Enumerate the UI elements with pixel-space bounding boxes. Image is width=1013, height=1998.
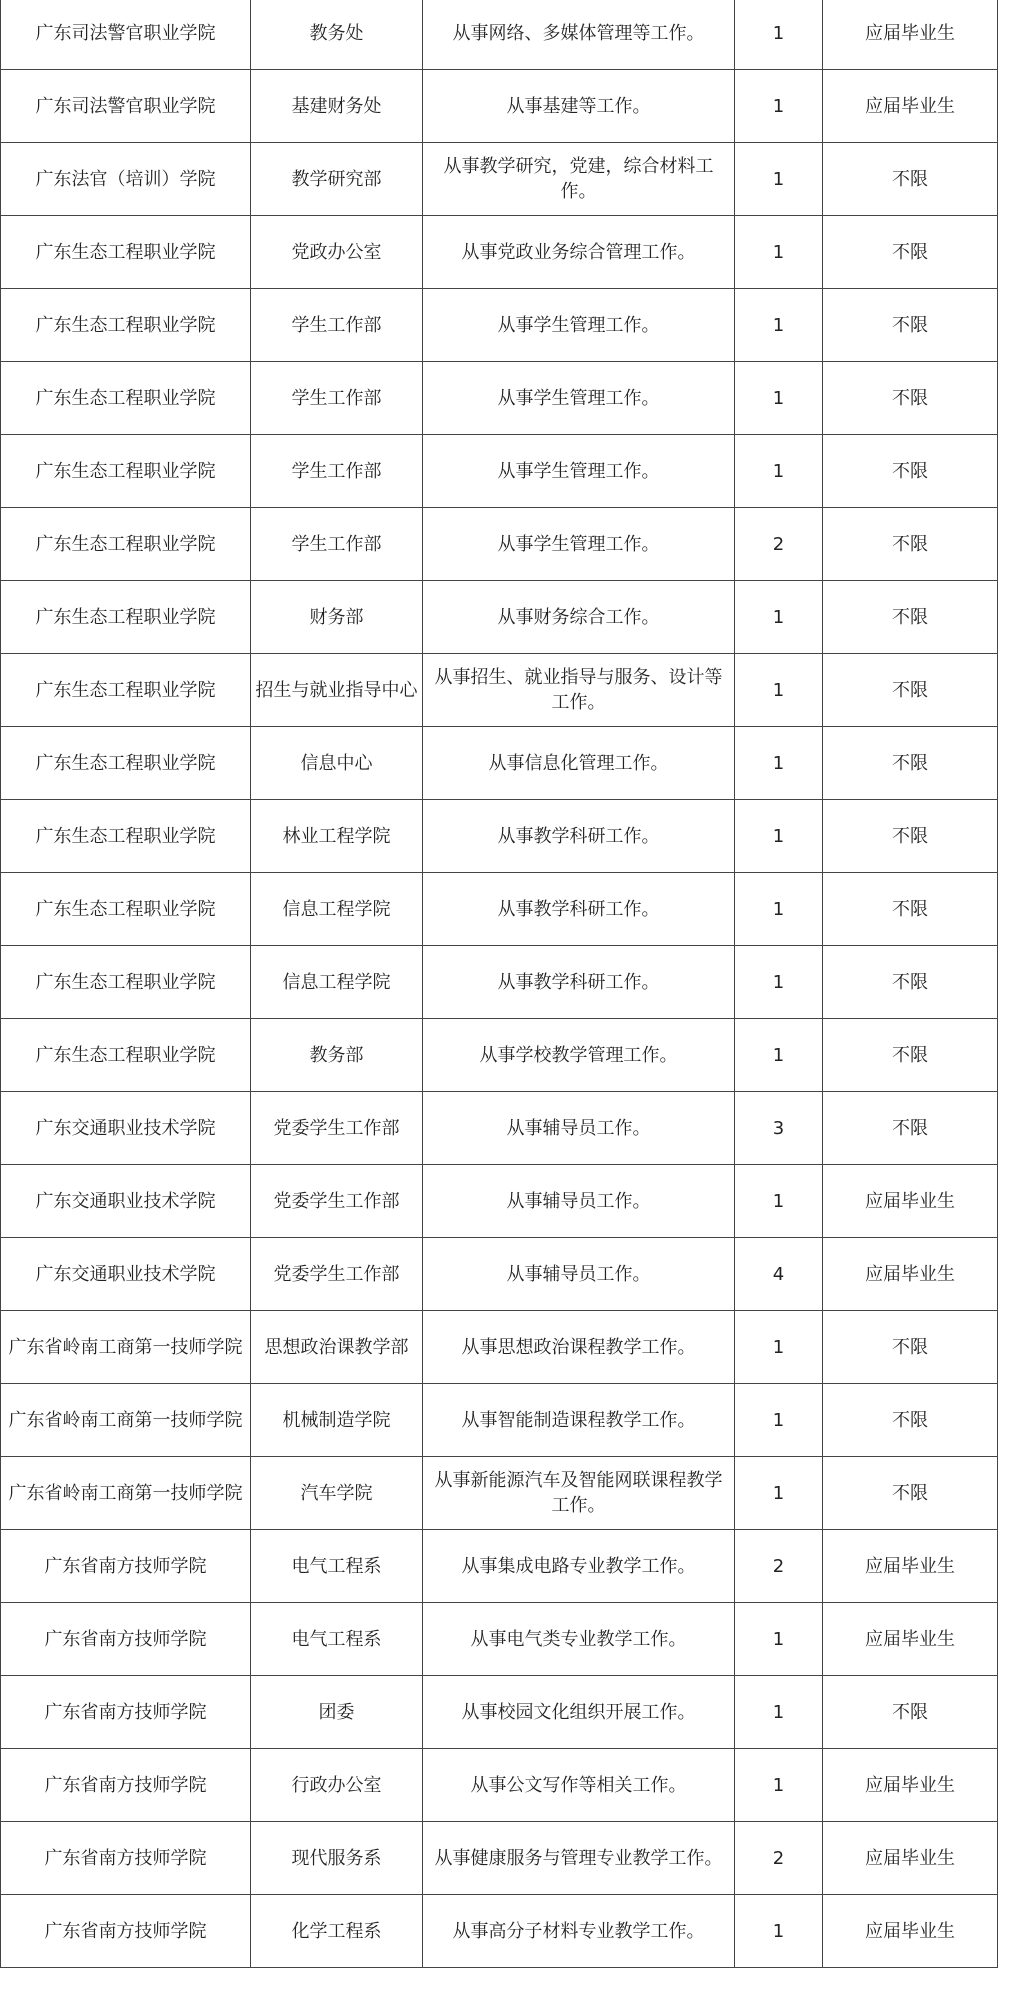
requirement-cell: 不限 (823, 216, 998, 289)
requirement-cell: 不限 (823, 435, 998, 508)
table-row (1, 1092, 998, 1165)
department-cell: 教务部 (251, 1019, 423, 1092)
requirement-cell: 不限 (823, 946, 998, 1019)
duty-cell: 从事学生管理工作。 (423, 508, 735, 581)
department-cell: 行政办公室 (251, 1749, 423, 1822)
count-cell: 2 (735, 508, 823, 581)
count-cell: 1 (735, 143, 823, 216)
requirement-cell: 应届毕业生 (823, 1749, 998, 1822)
duty-cell: 从事财务综合工作。 (423, 581, 735, 654)
table-row (1, 1603, 998, 1676)
department-cell: 财务部 (251, 581, 423, 654)
table-row (1, 1749, 998, 1822)
requirement-cell: 不限 (823, 143, 998, 216)
requirement-cell: 应届毕业生 (823, 1822, 998, 1895)
count-cell: 1 (735, 1457, 823, 1530)
department-cell: 党政办公室 (251, 216, 423, 289)
school-cell: 广东省岭南工商第一技师学院 (1, 1311, 251, 1384)
school-cell: 广东省南方技师学院 (1, 1895, 251, 1968)
duty-cell: 从事教学科研工作。 (423, 800, 735, 873)
table-row (1, 1530, 998, 1603)
duty-cell: 从事辅导员工作。 (423, 1092, 735, 1165)
table-row (1, 0, 998, 70)
school-cell: 广东省南方技师学院 (1, 1603, 251, 1676)
table-row (1, 1457, 998, 1530)
count-cell: 2 (735, 1530, 823, 1603)
school-cell: 广东省岭南工商第一技师学院 (1, 1384, 251, 1457)
count-cell: 1 (735, 1895, 823, 1968)
duty-cell: 从事公文写作等相关工作。 (423, 1749, 735, 1822)
requirement-cell: 应届毕业生 (823, 1895, 998, 1968)
table-row (1, 727, 998, 800)
table-row (1, 1019, 998, 1092)
duty-cell: 从事学生管理工作。 (423, 435, 735, 508)
duty-cell: 从事高分子材料专业教学工作。 (423, 1895, 735, 1968)
count-cell: 1 (735, 1749, 823, 1822)
requirement-cell: 不限 (823, 873, 998, 946)
department-cell: 电气工程系 (251, 1603, 423, 1676)
school-cell: 广东生态工程职业学院 (1, 581, 251, 654)
table-row (1, 1822, 998, 1895)
duty-cell: 从事党政业务综合管理工作。 (423, 216, 735, 289)
count-cell: 1 (735, 581, 823, 654)
duty-cell: 从事集成电路专业教学工作。 (423, 1530, 735, 1603)
count-cell: 1 (735, 1019, 823, 1092)
table-row (1, 1238, 998, 1311)
school-cell: 广东司法警官职业学院 (1, 70, 251, 143)
duty-cell: 从事智能制造课程教学工作。 (423, 1384, 735, 1457)
school-cell: 广东省南方技师学院 (1, 1822, 251, 1895)
requirement-cell: 不限 (823, 289, 998, 362)
count-cell: 1 (735, 1165, 823, 1238)
count-cell: 1 (735, 362, 823, 435)
department-cell: 教学研究部 (251, 143, 423, 216)
table-row (1, 70, 998, 143)
table-row (1, 143, 998, 216)
duty-cell: 从事信息化管理工作。 (423, 727, 735, 800)
duty-cell: 从事学生管理工作。 (423, 362, 735, 435)
department-cell: 化学工程系 (251, 1895, 423, 1968)
requirement-cell: 应届毕业生 (823, 1603, 998, 1676)
school-cell: 广东生态工程职业学院 (1, 873, 251, 946)
duty-cell: 从事健康服务与管理专业教学工作。 (423, 1822, 735, 1895)
requirement-cell: 不限 (823, 1384, 998, 1457)
school-cell: 广东生态工程职业学院 (1, 946, 251, 1019)
school-cell: 广东交通职业技术学院 (1, 1238, 251, 1311)
count-cell: 1 (735, 873, 823, 946)
department-cell: 思想政治课教学部 (251, 1311, 423, 1384)
school-cell: 广东生态工程职业学院 (1, 508, 251, 581)
school-cell: 广东生态工程职业学院 (1, 727, 251, 800)
department-cell: 教务处 (251, 0, 423, 70)
department-cell: 信息工程学院 (251, 873, 423, 946)
table-row (1, 289, 998, 362)
table-row (1, 800, 998, 873)
duty-cell: 从事网络、多媒体管理等工作。 (423, 0, 735, 70)
requirement-cell: 不限 (823, 800, 998, 873)
count-cell: 1 (735, 946, 823, 1019)
school-cell: 广东省南方技师学院 (1, 1676, 251, 1749)
school-cell: 广东生态工程职业学院 (1, 654, 251, 727)
requirement-cell: 不限 (823, 1457, 998, 1530)
duty-cell: 从事校园文化组织开展工作。 (423, 1676, 735, 1749)
duty-cell: 从事学校教学管理工作。 (423, 1019, 735, 1092)
table-row (1, 435, 998, 508)
duty-cell: 从事辅导员工作。 (423, 1165, 735, 1238)
table-row (1, 1311, 998, 1384)
count-cell: 1 (735, 1311, 823, 1384)
department-cell: 学生工作部 (251, 435, 423, 508)
school-cell: 广东省南方技师学院 (1, 1530, 251, 1603)
requirement-cell: 不限 (823, 1311, 998, 1384)
department-cell: 学生工作部 (251, 362, 423, 435)
school-cell: 广东司法警官职业学院 (1, 0, 251, 70)
department-cell: 信息工程学院 (251, 946, 423, 1019)
recruitment-table-body (1, 0, 998, 1968)
requirement-cell: 不限 (823, 362, 998, 435)
school-cell: 广东省岭南工商第一技师学院 (1, 1457, 251, 1530)
duty-cell: 从事教学科研工作。 (423, 946, 735, 1019)
duty-cell: 从事新能源汽车及智能网联课程教学工作。 (423, 1457, 735, 1530)
requirement-cell: 不限 (823, 1019, 998, 1092)
count-cell: 4 (735, 1238, 823, 1311)
table-row (1, 946, 998, 1019)
table-row (1, 1384, 998, 1457)
table-row (1, 1895, 998, 1968)
department-cell: 电气工程系 (251, 1530, 423, 1603)
duty-cell: 从事电气类专业教学工作。 (423, 1603, 735, 1676)
school-cell: 广东省南方技师学院 (1, 1749, 251, 1822)
table-row (1, 873, 998, 946)
school-cell: 广东法官（培训）学院 (1, 143, 251, 216)
count-cell: 1 (735, 435, 823, 508)
department-cell: 汽车学院 (251, 1457, 423, 1530)
school-cell: 广东交通职业技术学院 (1, 1165, 251, 1238)
requirement-cell: 不限 (823, 654, 998, 727)
count-cell: 3 (735, 1092, 823, 1165)
requirement-cell: 不限 (823, 508, 998, 581)
count-cell: 1 (735, 800, 823, 873)
department-cell: 学生工作部 (251, 289, 423, 362)
duty-cell: 从事思想政治课程教学工作。 (423, 1311, 735, 1384)
requirement-cell: 应届毕业生 (823, 1165, 998, 1238)
requirement-cell: 不限 (823, 1092, 998, 1165)
school-cell: 广东生态工程职业学院 (1, 800, 251, 873)
department-cell: 林业工程学院 (251, 800, 423, 873)
duty-cell: 从事基建等工作。 (423, 70, 735, 143)
count-cell: 1 (735, 1603, 823, 1676)
requirement-cell: 不限 (823, 727, 998, 800)
duty-cell: 从事辅导员工作。 (423, 1238, 735, 1311)
school-cell: 广东交通职业技术学院 (1, 1092, 251, 1165)
duty-cell: 从事学生管理工作。 (423, 289, 735, 362)
duty-cell: 从事教学研究，党建，综合材料工作。 (423, 143, 735, 216)
table-row (1, 581, 998, 654)
table-row (1, 508, 998, 581)
requirement-cell: 不限 (823, 1676, 998, 1749)
count-cell: 1 (735, 70, 823, 143)
count-cell: 1 (735, 1384, 823, 1457)
count-cell: 1 (735, 289, 823, 362)
count-cell: 1 (735, 1676, 823, 1749)
department-cell: 信息中心 (251, 727, 423, 800)
duty-cell: 从事招生、就业指导与服务、设计等工作。 (423, 654, 735, 727)
school-cell: 广东生态工程职业学院 (1, 216, 251, 289)
table-row (1, 654, 998, 727)
department-cell: 学生工作部 (251, 508, 423, 581)
count-cell: 1 (735, 0, 823, 70)
school-cell: 广东生态工程职业学院 (1, 1019, 251, 1092)
department-cell: 党委学生工作部 (251, 1238, 423, 1311)
table-row (1, 216, 998, 289)
count-cell: 1 (735, 654, 823, 727)
school-cell: 广东生态工程职业学院 (1, 435, 251, 508)
requirement-cell: 应届毕业生 (823, 1530, 998, 1603)
table-row (1, 1165, 998, 1238)
school-cell: 广东生态工程职业学院 (1, 362, 251, 435)
requirement-cell: 不限 (823, 581, 998, 654)
requirement-cell: 应届毕业生 (823, 1238, 998, 1311)
requirement-cell: 应届毕业生 (823, 0, 998, 70)
department-cell: 现代服务系 (251, 1822, 423, 1895)
duty-cell: 从事教学科研工作。 (423, 873, 735, 946)
requirement-cell: 应届毕业生 (823, 70, 998, 143)
count-cell: 2 (735, 1822, 823, 1895)
department-cell: 党委学生工作部 (251, 1092, 423, 1165)
department-cell: 基建财务处 (251, 70, 423, 143)
department-cell: 党委学生工作部 (251, 1165, 423, 1238)
table-row (1, 362, 998, 435)
department-cell: 机械制造学院 (251, 1384, 423, 1457)
count-cell: 1 (735, 727, 823, 800)
table-row (1, 1676, 998, 1749)
department-cell: 团委 (251, 1676, 423, 1749)
department-cell: 招生与就业指导中心 (251, 654, 423, 727)
count-cell: 1 (735, 216, 823, 289)
school-cell: 广东生态工程职业学院 (1, 289, 251, 362)
